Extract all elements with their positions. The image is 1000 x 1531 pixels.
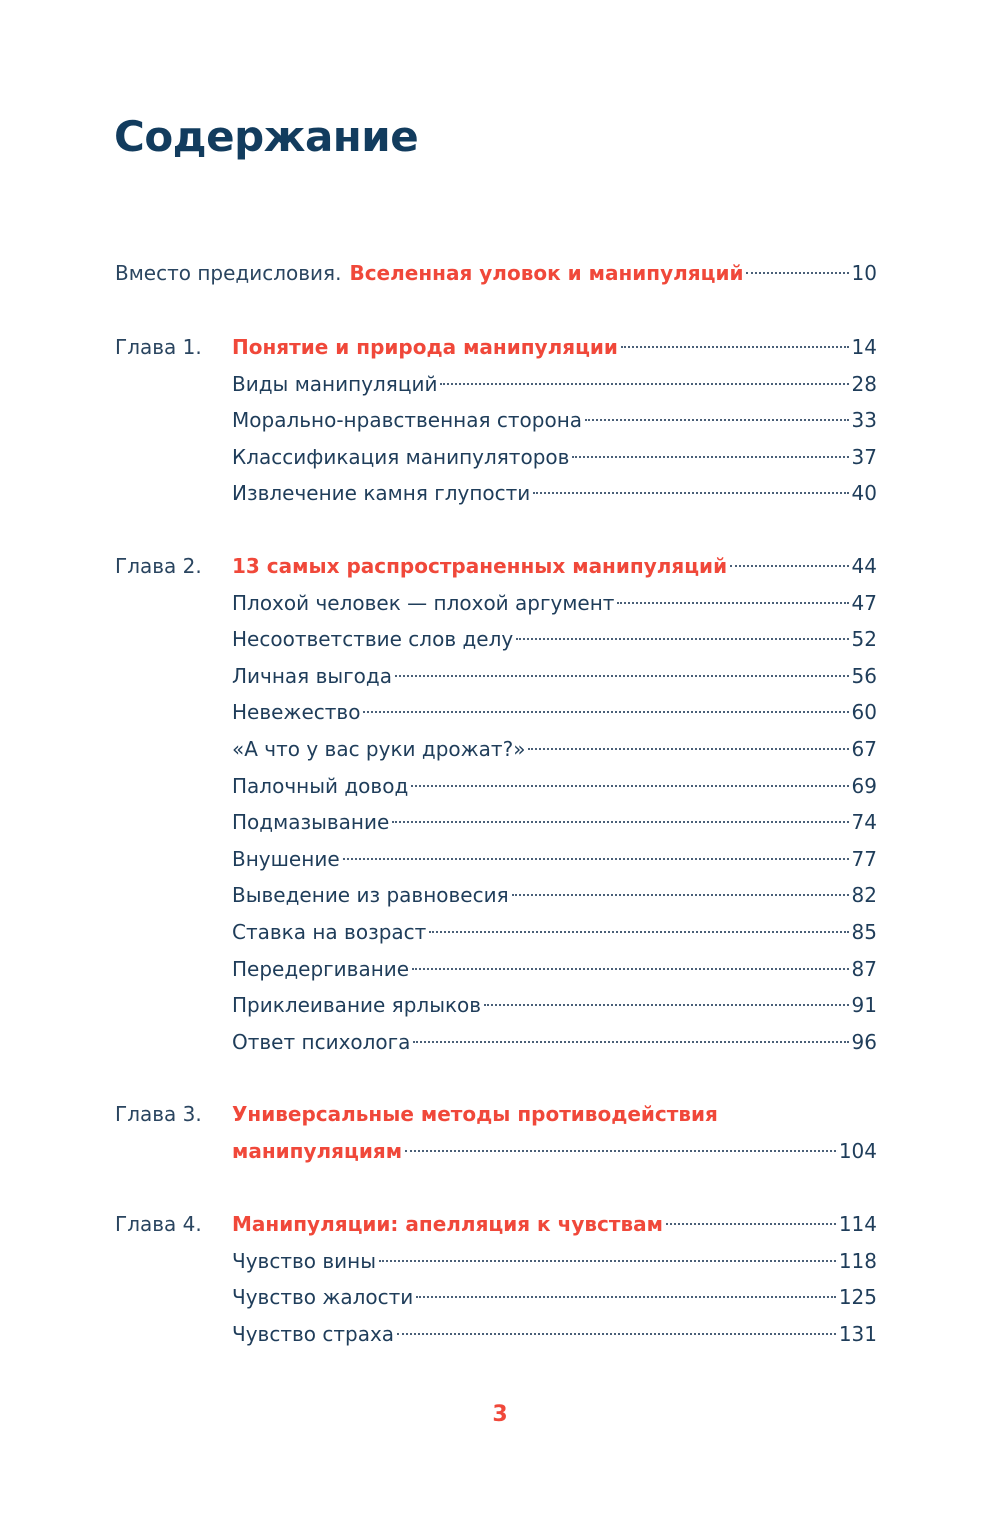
- toc-section[interactable]: [115, 768, 877, 804]
- dot-leader: [572, 456, 848, 458]
- entry-title: Невежество: [232, 700, 361, 724]
- dot-leader: [413, 1041, 848, 1043]
- entry-title: манипуляциям: [232, 1138, 403, 1163]
- entry: [232, 548, 877, 584]
- entry-title: Внушение: [232, 847, 340, 871]
- toc-section[interactable]: [115, 694, 877, 730]
- entry: [232, 329, 877, 365]
- toc-section[interactable]: [115, 402, 877, 438]
- entry: [232, 621, 877, 657]
- toc-section[interactable]: [115, 877, 877, 913]
- chapter-label: Глава 4.: [115, 1212, 202, 1236]
- entry-title: Понятие и природа манипуляции: [232, 335, 618, 359]
- page-ref: 40: [851, 481, 877, 505]
- dot-leader: [730, 565, 848, 567]
- page-ref: 28: [851, 372, 877, 396]
- toc-chapter[interactable]: [115, 548, 877, 584]
- toc-section[interactable]: [115, 366, 877, 402]
- dot-leader: [411, 785, 848, 787]
- entry-title: Чувство жалости: [232, 1285, 414, 1309]
- dot-leader: [617, 602, 848, 604]
- toc-section[interactable]: [115, 1316, 877, 1352]
- dot-leader: [440, 383, 848, 385]
- chapter-label: Вместо предисловия.: [115, 261, 342, 285]
- entry: [232, 841, 877, 877]
- toc-chapter[interactable]: [115, 329, 877, 365]
- page-ref: 87: [851, 957, 877, 981]
- entry-title: Классификация манипуляторов: [232, 445, 570, 469]
- entry: [232, 585, 877, 621]
- toc-section[interactable]: [115, 475, 877, 511]
- page-ref: 74: [851, 810, 877, 834]
- toc-section[interactable]: [115, 621, 877, 657]
- entry-title: Подмазывание: [232, 810, 390, 834]
- page-ref: 96: [851, 1030, 877, 1054]
- dot-leader: [429, 931, 848, 933]
- entry: [232, 1279, 877, 1315]
- page-ref: 118: [838, 1249, 877, 1273]
- entry: [232, 694, 877, 730]
- entry-title: Плохой человек — плохой аргумент: [232, 591, 615, 615]
- entry-title: Личная выгода: [232, 664, 392, 688]
- page-ref: 114: [838, 1212, 877, 1236]
- page-ref: 131: [838, 1322, 877, 1346]
- page-ref: 14: [851, 335, 877, 359]
- entry: [232, 1243, 877, 1279]
- toc-section[interactable]: [115, 1279, 877, 1315]
- dot-leader: [516, 638, 848, 640]
- page-ref: 91: [851, 993, 877, 1017]
- dot-leader: [621, 346, 849, 348]
- entry-title: Чувство вины: [232, 1249, 377, 1273]
- entry: [232, 877, 877, 913]
- dot-leader: [343, 858, 849, 860]
- toc-section[interactable]: [115, 585, 877, 621]
- page-ref: 52: [851, 627, 877, 651]
- page-ref: 125: [838, 1285, 877, 1309]
- page-ref: 60: [851, 700, 877, 724]
- toc-section[interactable]: [115, 951, 877, 987]
- entry: [232, 987, 877, 1023]
- chapter-label: Глава 3.: [115, 1102, 202, 1126]
- dot-leader: [392, 821, 848, 823]
- dot-leader: [528, 748, 848, 750]
- entry: [232, 1206, 877, 1242]
- dot-leader: [416, 1296, 836, 1298]
- entry: [232, 439, 877, 475]
- page-ref: 77: [851, 847, 877, 871]
- entry: [232, 1316, 877, 1352]
- page-ref: 37: [851, 445, 877, 469]
- entry-title: Несоответствие слов делу: [232, 627, 514, 651]
- entry: [232, 768, 877, 804]
- entry-title: Манипуляции: апелляция к чувствам: [232, 1212, 663, 1236]
- page-ref: 82: [851, 883, 877, 907]
- entry-title: Выведение из равновесия: [232, 883, 509, 907]
- entry: [232, 1133, 877, 1169]
- entry: [232, 951, 877, 987]
- toc-chapter-cont[interactable]: [115, 1133, 877, 1169]
- entry-title: Ставка на возраст: [232, 920, 427, 944]
- entry: [232, 402, 877, 438]
- page-ref: 47: [851, 591, 877, 615]
- chapter-label: Глава 1.: [115, 335, 202, 359]
- entry: [232, 804, 877, 840]
- entry-title: Передергивание: [232, 957, 410, 981]
- toc-section[interactable]: [115, 914, 877, 950]
- toc-section[interactable]: [115, 841, 877, 877]
- page-ref: 10: [851, 261, 877, 285]
- page-ref: 67: [851, 737, 877, 761]
- toc-section[interactable]: [115, 804, 877, 840]
- entry: [232, 475, 877, 511]
- entry-title: Ответ психолога: [232, 1030, 411, 1054]
- entry-title: Морально-нравственная сторона: [232, 408, 583, 432]
- page-ref: 69: [851, 774, 877, 798]
- toc-section[interactable]: [115, 439, 877, 475]
- dot-leader: [666, 1223, 836, 1225]
- dot-leader: [533, 492, 848, 494]
- entry: [232, 1096, 877, 1132]
- entry-title: Вселенная уловок и манипуляций: [349, 261, 744, 285]
- page-ref: 85: [851, 920, 877, 944]
- page-title: Содержание: [114, 112, 419, 161]
- entry: [232, 731, 877, 767]
- toc-chapter[interactable]: [115, 1206, 877, 1242]
- dot-leader: [405, 1150, 836, 1152]
- toc-preface[interactable]: [115, 255, 877, 291]
- entry-title: Извлечение камня глупости: [232, 481, 531, 505]
- entry-title: Палочный довод: [232, 774, 409, 798]
- entry-title: Универсальные методы противодействия: [232, 1102, 718, 1126]
- entry: [232, 658, 877, 694]
- page-ref: 44: [851, 554, 877, 578]
- entry: [232, 914, 877, 950]
- toc-section[interactable]: [115, 987, 877, 1023]
- dot-leader: [395, 675, 849, 677]
- chapter-label: Глава 2.: [115, 554, 202, 578]
- entry: [349, 255, 877, 291]
- page-ref: 33: [851, 408, 877, 432]
- dot-leader: [412, 968, 848, 970]
- toc-chapter[interactable]: [115, 1096, 877, 1132]
- entry-title: Виды манипуляций: [232, 372, 438, 396]
- toc-section[interactable]: [115, 1024, 877, 1060]
- dot-leader: [512, 894, 849, 896]
- page-ref: 56: [851, 664, 877, 688]
- page-ref: 104: [838, 1138, 877, 1163]
- dot-leader: [379, 1260, 836, 1262]
- page-number: 3: [492, 1402, 508, 1427]
- dot-leader: [397, 1333, 836, 1335]
- entry-title: 13 самых распространенных манипуляций: [232, 554, 728, 578]
- entry-title: «А что у вас руки дрожат?»: [232, 737, 526, 761]
- toc-section[interactable]: [115, 1243, 877, 1279]
- dot-leader: [484, 1004, 848, 1006]
- entry: [232, 366, 877, 402]
- entry-title: Приклеивание ярлыков: [232, 993, 482, 1017]
- dot-leader: [363, 711, 848, 713]
- toc-section[interactable]: [115, 731, 877, 767]
- entry-title: Чувство страха: [232, 1322, 395, 1346]
- entry: [232, 1024, 877, 1060]
- dot-leader: [746, 272, 848, 274]
- toc-section[interactable]: [115, 658, 877, 694]
- dot-leader: [585, 419, 849, 421]
